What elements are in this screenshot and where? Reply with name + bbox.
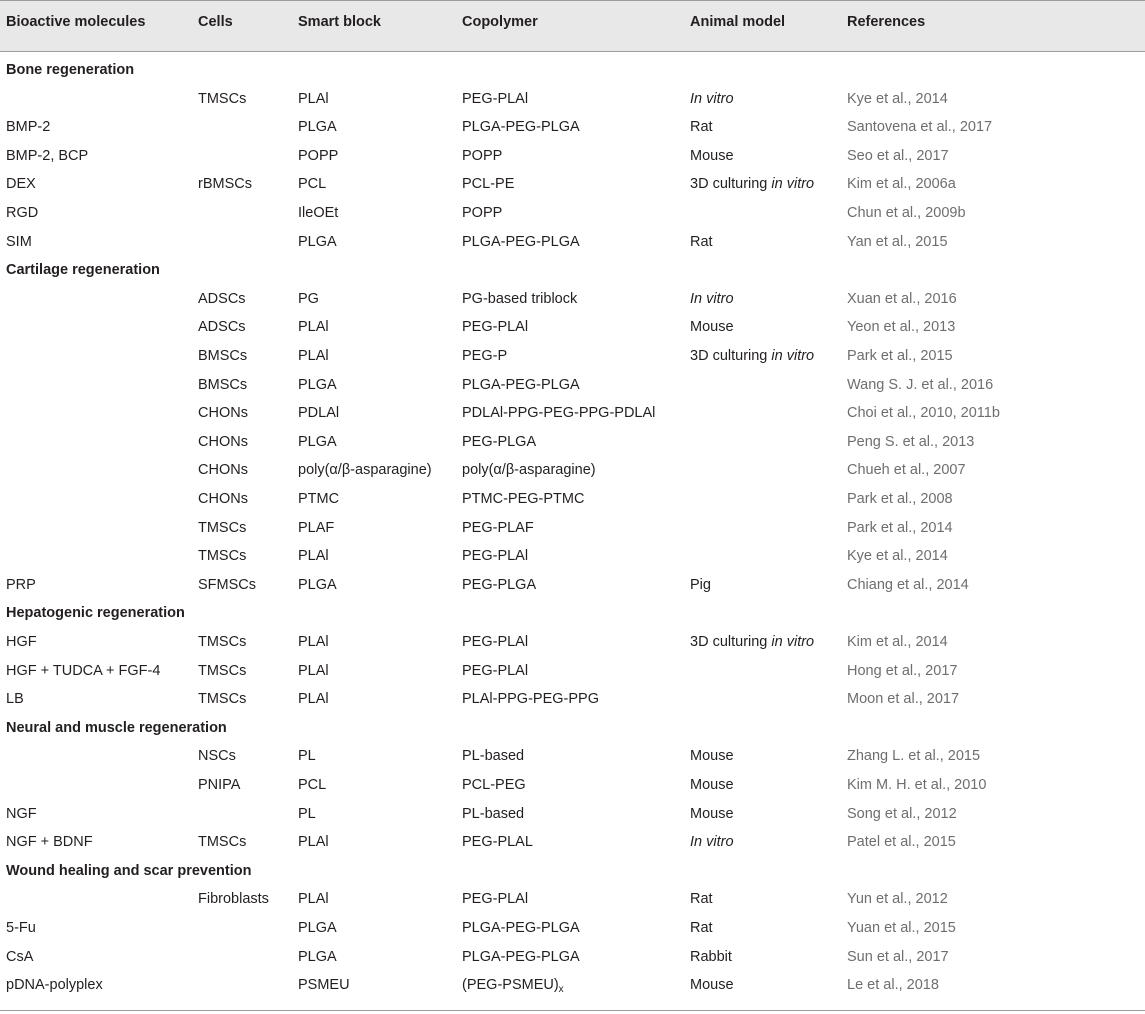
cells-cell: TMSCs <box>198 834 247 851</box>
table-row <box>0 313 1145 341</box>
header-animal-model: Animal model <box>690 14 786 30</box>
bioactive-cell: PRP <box>6 576 36 593</box>
header-cells: Cells <box>198 14 233 30</box>
copolymer-cell: PEG-PLAL <box>462 834 533 851</box>
reference-cell: Park et al., 2015 <box>847 348 953 364</box>
copolymer-cell: PEG-PLAl <box>462 891 529 908</box>
bioactive-cell: NGF + BDNF <box>6 834 93 851</box>
table-row <box>0 828 1145 856</box>
bioactive-cell: DEX <box>6 176 36 193</box>
animal-model-italic-text: In vitro <box>690 834 734 851</box>
reference-cell: Yeon et al., 2013 <box>847 319 956 336</box>
reference-cell: Patel et al., 2015 <box>847 834 956 851</box>
smart-block-cell: PDLAl <box>298 405 340 422</box>
animal-model-cell <box>690 943 732 971</box>
copolymer-cell: PLGA-PEG-PLGA <box>462 233 580 250</box>
copolymer-cell: PLGA-PEG-PLGA <box>462 119 580 136</box>
table-row <box>0 742 1145 770</box>
reference-cell: Santovena et al., 2017 <box>847 119 993 136</box>
copolymer-cell: PL-based <box>462 748 525 765</box>
table-row <box>0 285 1145 313</box>
animal-model-cell <box>690 914 713 942</box>
animal-model-italic-text: In vitro <box>690 290 734 307</box>
reference-cell: Yuan et al., 2015 <box>847 920 956 936</box>
cells-cell: TMSCs <box>198 548 247 565</box>
table-row <box>0 199 1145 227</box>
reference-cell: Yun et al., 2012 <box>847 891 948 908</box>
animal-model-cell <box>690 85 734 113</box>
table-row <box>0 399 1145 427</box>
bioactive-cell: CsA <box>6 948 34 965</box>
reference-cell: Choi et al., 2010, 2011b <box>847 405 1000 422</box>
smart-block-cell: PLGA <box>298 920 337 936</box>
copolymer-cell: PL-based <box>462 805 525 822</box>
cells-cell: CHONs <box>198 433 248 450</box>
animal-model-cell <box>690 800 734 828</box>
smart-block-cell: PLAF <box>298 519 335 536</box>
reference-cell: Song et al., 2012 <box>847 805 957 822</box>
smart-block-cell: PLAl <box>298 348 329 364</box>
cells-cell: NSCs <box>198 748 236 765</box>
table-row <box>0 456 1145 484</box>
table-row <box>0 628 1145 656</box>
smart-block-cell: PLAl <box>298 90 329 107</box>
animal-model-cell <box>690 828 734 856</box>
smart-block-cell: PCL <box>298 176 327 193</box>
animal-model-cell <box>690 228 713 256</box>
animal-model-italic-text: in vitro <box>771 348 815 364</box>
cells-cell: TMSCs <box>198 90 247 107</box>
animal-model-text: 3D culturing <box>690 348 772 364</box>
table-row <box>0 228 1145 256</box>
animal-model-cell <box>690 628 814 656</box>
table-row <box>0 428 1145 456</box>
bioactive-cell: NGF <box>6 805 37 822</box>
reference-cell: Park et al., 2014 <box>847 519 953 536</box>
smart-block-cell: PLGA <box>298 119 337 136</box>
smart-block-cell: PLGA <box>298 576 337 593</box>
smart-block-cell: PL <box>298 748 316 765</box>
reference-cell: Kye et al., 2014 <box>847 548 948 565</box>
cells-cell: rBMSCs <box>198 176 252 193</box>
table-row <box>0 485 1145 513</box>
animal-model-text: Rat <box>690 920 713 936</box>
bioactive-cell: HGF <box>6 634 37 650</box>
copolymer-text: (PEG-PSMEU) <box>462 977 559 994</box>
section-title: Cartilage regeneration <box>6 262 160 279</box>
smart-block-cell: PLAl <box>298 319 329 336</box>
bioactive-cell: HGF + TUDCA + FGF-4 <box>6 662 161 679</box>
cells-cell: SFMSCs <box>198 576 256 593</box>
copolymer-cell <box>462 971 564 999</box>
animal-model-cell <box>690 971 734 999</box>
bioactive-cell: RGD <box>6 205 39 221</box>
cells-cell: CHONs <box>198 405 248 422</box>
animal-model-italic-text: In vitro <box>690 90 734 107</box>
smart-block-cell: PLGA <box>298 948 337 965</box>
animal-model-text: Rat <box>690 233 713 250</box>
copolymer-cell: POPP <box>462 147 503 164</box>
table-row <box>0 342 1145 370</box>
reference-cell: Chun et al., 2009b <box>847 205 966 221</box>
copolymer-cell: PEG-PLAl <box>462 662 529 679</box>
reference-cell: Peng S. et al., 2013 <box>847 433 975 450</box>
cells-cell: PNIPA <box>198 777 241 793</box>
header-bioactive: Bioactive molecules <box>6 14 146 30</box>
animal-model-text: Mouse <box>690 777 734 793</box>
cells-cell: BMSCs <box>198 348 248 364</box>
animal-model-cell <box>690 571 711 599</box>
smart-block-cell: PG <box>298 290 319 307</box>
table-row <box>0 771 1145 799</box>
animal-model-text: 3D culturing <box>690 176 772 193</box>
copolymer-cell: PEG-PLGA <box>462 433 537 450</box>
animal-model-italic-text: in vitro <box>771 634 815 650</box>
copolymer-cell: PDLAl-PPG-PEG-PPG-PDLAl <box>462 405 656 422</box>
bioactive-cell: pDNA-polyplex <box>6 977 103 994</box>
animal-model-cell <box>690 771 734 799</box>
animal-model-cell <box>690 285 734 313</box>
bioactive-cell: BMP-2, BCP <box>6 147 89 164</box>
copolymer-cell: PLGA-PEG-PLGA <box>462 948 580 965</box>
cells-cell: CHONs <box>198 491 248 507</box>
copolymer-cell: PG-based triblock <box>462 290 578 307</box>
animal-model-cell <box>690 313 734 341</box>
table-row <box>0 914 1145 942</box>
smart-block-cell: IleOEt <box>298 205 339 221</box>
animal-model-text: 3D culturing <box>690 634 772 650</box>
smart-block-cell: PLAl <box>298 834 329 851</box>
animal-model-cell <box>690 885 713 913</box>
copolymer-cell: PCL-PE <box>462 176 515 193</box>
animal-model-text: Mouse <box>690 147 734 164</box>
animal-model-text: Rabbit <box>690 948 732 965</box>
reference-cell: Kim M. H. et al., 2010 <box>847 777 987 793</box>
copolymer-cell: PEG-PLAF <box>462 519 534 536</box>
table-header-band <box>0 0 1145 51</box>
reference-cell: Chueh et al., 2007 <box>847 462 966 479</box>
animal-model-text: Rat <box>690 119 713 136</box>
cells-cell: TMSCs <box>198 634 247 650</box>
table-row <box>0 113 1145 141</box>
table-row <box>0 943 1145 971</box>
bioactive-cell: 5-Fu <box>6 920 36 936</box>
table-row <box>0 685 1145 713</box>
smart-block-cell: PSMEU <box>298 977 350 994</box>
header-rule <box>0 51 1145 52</box>
header-copolymer: Copolymer <box>462 14 538 30</box>
animal-model-text: Mouse <box>690 805 734 822</box>
animal-model-italic-text: in vitro <box>771 176 815 193</box>
table-row <box>0 85 1145 113</box>
smart-block-cell: poly(α/β-asparagine) <box>298 462 432 479</box>
reference-cell: Seo et al., 2017 <box>847 147 949 164</box>
copolymer-cell: PEG-PLAl <box>462 634 529 650</box>
animal-model-cell <box>690 170 814 198</box>
smart-block-cell: PTMC <box>298 491 340 507</box>
bioactive-cell: SIM <box>6 233 32 250</box>
top-rule <box>0 0 1145 1</box>
cells-cell: ADSCs <box>198 290 246 307</box>
table-row <box>0 657 1145 685</box>
animal-model-cell <box>690 142 734 170</box>
copolymer-cell: PCL-PEG <box>462 777 526 793</box>
copolymer-cell: PLGA-PEG-PLGA <box>462 920 580 936</box>
bioactive-cell: BMP-2 <box>6 119 51 136</box>
table-row <box>0 542 1145 570</box>
animal-model-text: Pig <box>690 576 711 593</box>
smart-block-cell: POPP <box>298 147 339 164</box>
section-title: Hepatogenic regeneration <box>6 605 185 622</box>
table-row <box>0 371 1145 399</box>
reference-cell: Yan et al., 2015 <box>847 233 948 250</box>
smart-block-cell: PLAl <box>298 548 329 565</box>
table-row <box>0 514 1145 542</box>
animal-model-text: Mouse <box>690 977 734 994</box>
smart-block-cell: PLGA <box>298 433 337 450</box>
reference-cell: Hong et al., 2017 <box>847 662 958 679</box>
cells-cell: CHONs <box>198 462 248 479</box>
section-title: Neural and muscle regeneration <box>6 719 227 736</box>
reference-cell: Park et al., 2008 <box>847 491 953 507</box>
section-title: Wound healing and scar prevention <box>6 862 252 879</box>
smart-block-cell: PLAl <box>298 662 329 679</box>
copolymer-cell: PLGA-PEG-PLGA <box>462 376 580 393</box>
table-row <box>0 170 1145 198</box>
cells-cell: TMSCs <box>198 519 247 536</box>
animal-model-text: Rat <box>690 891 713 908</box>
smart-block-cell: PLAl <box>298 634 329 650</box>
bioactive-cell: LB <box>6 691 24 708</box>
header-smart-block: Smart block <box>298 14 381 30</box>
reference-cell: Wang S. J. et al., 2016 <box>847 376 994 393</box>
table-row <box>0 971 1145 999</box>
reference-cell: Chiang et al., 2014 <box>847 576 969 593</box>
table-row <box>0 571 1145 599</box>
copolymer-cell: PEG-PLAl <box>462 90 529 107</box>
copolymer-cell: poly(α/β-asparagine) <box>462 462 596 479</box>
smart-block-cell: PLGA <box>298 376 337 393</box>
table-row <box>0 800 1145 828</box>
reference-cell: Le et al., 2018 <box>847 977 939 994</box>
cells-cell: TMSCs <box>198 662 247 679</box>
copolymer-cell: PEG-PLGA <box>462 576 537 593</box>
smart-block-cell: PLAl <box>298 891 329 908</box>
copolymer-cell: PLAl-PPG-PEG-PPG <box>462 691 599 708</box>
animal-model-cell <box>690 113 713 141</box>
animal-model-text: Mouse <box>690 319 734 336</box>
reference-cell: Zhang L. et al., 2015 <box>847 748 981 765</box>
reference-cell: Xuan et al., 2016 <box>847 290 957 307</box>
reference-cell: Sun et al., 2017 <box>847 948 949 965</box>
header-references: References <box>847 14 926 30</box>
table-row <box>0 142 1145 170</box>
animal-model-cell <box>690 342 814 370</box>
copolymer-cell: PEG-PLAl <box>462 319 529 336</box>
animal-model-text: Mouse <box>690 748 734 765</box>
section-title: Bone regeneration <box>6 62 135 78</box>
reference-cell: Kye et al., 2014 <box>847 90 948 107</box>
copolymer-subscript: x <box>558 984 564 996</box>
smart-block-cell: PLGA <box>298 233 337 250</box>
cells-cell: BMSCs <box>198 376 248 393</box>
cells-cell: TMSCs <box>198 691 247 708</box>
smart-block-cell: PCL <box>298 777 327 793</box>
reference-cell: Kim et al., 2014 <box>847 634 948 650</box>
bottom-rule <box>0 1010 1145 1011</box>
smart-block-cell: PLAl <box>298 691 329 708</box>
copolymer-cell: PEG-P <box>462 348 508 364</box>
copolymer-cell: PEG-PLAl <box>462 548 529 565</box>
table-row <box>0 885 1145 913</box>
copolymer-cell: POPP <box>462 205 503 221</box>
cells-cell: Fibroblasts <box>198 891 269 908</box>
reference-cell: Moon et al., 2017 <box>847 691 960 708</box>
animal-model-cell <box>690 742 734 770</box>
smart-block-cell: PL <box>298 805 316 822</box>
reference-cell: Kim et al., 2006a <box>847 176 956 193</box>
cells-cell: ADSCs <box>198 319 246 336</box>
copolymer-cell: PTMC-PEG-PTMC <box>462 491 585 507</box>
